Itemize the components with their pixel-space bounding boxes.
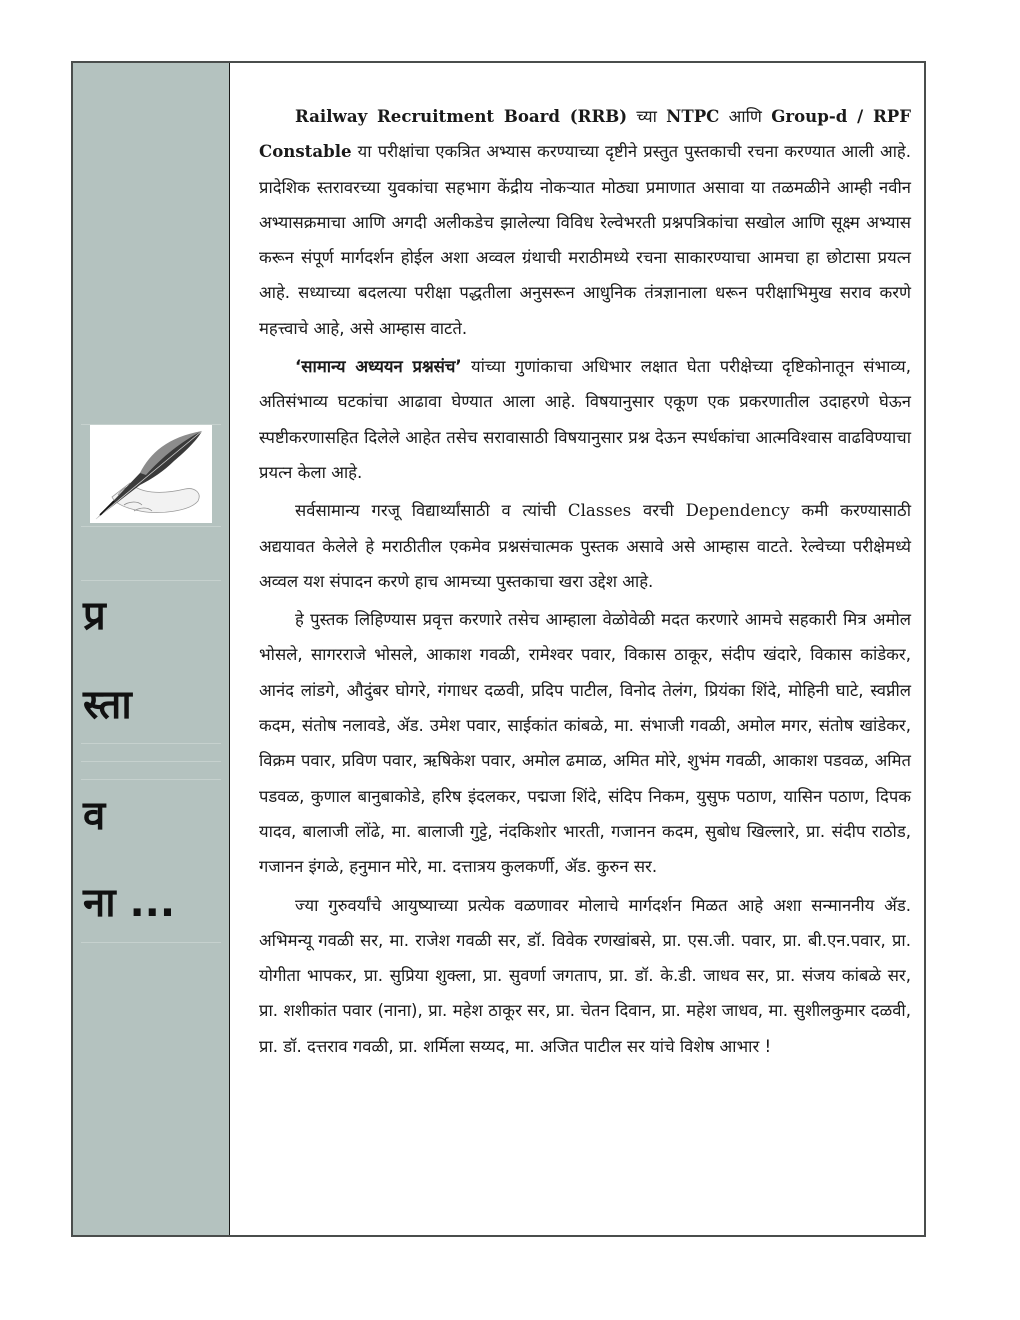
separator-line — [81, 779, 221, 780]
separator-line — [81, 526, 221, 527]
separator-line — [81, 580, 221, 581]
bold-text: NTPC — [666, 106, 720, 126]
title-letter-sta: स्ता — [83, 682, 132, 728]
text-run: च्या — [627, 107, 667, 126]
page-frame — [71, 61, 926, 1237]
side-panel — [73, 63, 230, 1235]
title-letter-va: व — [83, 793, 106, 839]
text-run: वरची — [631, 501, 686, 521]
separator-line — [81, 942, 221, 943]
text-run: आणि — [719, 107, 772, 126]
title-letter-na: ना ... — [83, 880, 176, 926]
text-run: यांच्या गुणांकाचा अधिभार लक्षात घेता परीक्षेच्या दृष्टिकोनातून संभाव्य, अतिसंभाव्य घटकांचा आढावा घेण्यात आला आहे. विषयानुसार एकूण एक प्रकरणातील उदाहरणे घेऊन स्पष्टीकरणासहित दिलेले आहेत तसेच सरावासाठी विषयानुसार प्रश्न देऊन स्पर्धकांचा आत्मविश्वास वाढविण्याचा प्रयत्न केला आहे. — [259, 357, 911, 482]
text-run: सर्वसामान्य गरजू विद्यार्थ्यांसाठी व त्यांची — [295, 501, 568, 521]
text-run: Dependency — [685, 501, 790, 521]
paragraph-purpose — [259, 493, 911, 599]
text-run: कमी करण्यासाठी अद्ययावत केलेले हे मराठीतील एकमेव प्रश्नसंचात्मक पुस्तक असावे असे आम्हास वाटते. रेल्वेच्या परीक्षेमध्ये अव्वल यश संपादन करणे हाच आमच्या पुस्तकाचा खरा उद्देश आहे. — [259, 501, 911, 591]
paragraph-question-set — [259, 349, 911, 490]
separator-line — [81, 761, 221, 762]
quill-illustration — [90, 425, 212, 523]
separator-line — [81, 743, 221, 744]
text-run: या परीक्षांचा एकत्रित अभ्यास करण्याच्या दृष्टीने प्रस्तुत पुस्तकाची रचना करण्यात आली आहे. प्रादेशिक स्तरावरच्या युवकांचा सहभाग केंद्रीय नोकऱ्यात मोठ्या प्रमाणात असावा या तळमळीने आम्ही नवीन अभ्यासक्रमाचा आणि अगदी अलीकडेच झालेल्या विविध रेल्वेभरती प्रश्नपत्रिकांचा सखोल आणि सूक्ष्म अभ्यास करून संपूर्ण मार्गदर्शन होईल अशा अव्वल ग्रंथाची मराठीमध्ये रचना साकारण्याचा आमचा हा छोटासा प्रयत्न आहे. सध्याच्या बदलत्या परीक्षा पद्धतीला अनुसरून आधुनिक तंत्रज्ञानाला धरून परीक्षाभिमुख सराव करणे महत्त्वाचे आहे, असे आम्हास वाटते. — [259, 142, 911, 338]
text-run: Classes — [567, 501, 632, 521]
title-letter-pra: प्र — [83, 593, 106, 639]
paragraph-mentors-thanks: ज्या गुरुवर्यांचे आयुष्याच्या प्रत्येक वळणावर मोलाचे मार्गदर्शन मिळत आहे अशा सन्माननीय ॲड. अभिमन्यू गवळी सर, मा. राजेश गवळी सर, डॉ. विवेक रणखांबसे, प्रा. एस.जी. पवार, प्रा. बी.एन.पवार, प्रा. योगीता भापकर, प्रा. सुप्रिया शुक्ला, प्रा. सुवर्णा जगताप, प्रा. डॉ. के.डी. जाधव सर, प्रा. संजय कांबळे सर, प्रा. शशीकांत पवार (नाना), प्रा. महेश ठाकूर सर, प्रा. चेतन दिवान, प्रा. महेश जाधव, मा. सुशीलकुमार दळवी, प्रा. डॉ. दत्तराव गवळी, प्रा. शर्मिला सय्यद, मा. अजित पाटील सर यांचे विशेष आभार ! — [259, 895, 911, 1056]
bold-text: Railway Recruitment Board (RRB) — [295, 106, 628, 126]
bold-text: Group-d / RPF Constable — [259, 106, 911, 162]
preface-body — [259, 99, 911, 1067]
book-title-emphasis: ‘सामान्य अध्ययन प्रश्नसंच’ — [295, 357, 462, 377]
quill-pen-icon — [90, 425, 212, 523]
paragraph-intro — [259, 99, 911, 346]
paragraph-friends-thanks: हे पुस्तक लिहिण्यास प्रवृत्त करणारे तसेच आम्हाला वेळोवेळी मदत करणारे आमचे सहकारी मित्र अमोल भोसले, सागरराजे भोसले, आकाश गवळी, रामेश्वर पवार, विकास ठाकूर, संदीप खंदारे, विकास कांडेकर, आनंद लांडगे, औदुंबर घोगरे, गंगाधर दळवी, प्रदिप पाटील, विनोद तेलंग, प्रियंका शिंदे, मोहिनी घाटे, स्वप्नील कदम, संतोष नलावडे, ॲड. उमेश पवार, साईकांत कांबळे, मा. संभाजी गवळी, अमोल मगर, संतोष खांडेकर, विक्रम पवार, प्रविण पवार, ऋषिकेश पवार, अमोल ढमाळ, अमित मोरे, शुभंम गवळी, आकाश पडवळ, अमित पडवळ, कुणाल बानुबाकोडे, हरिष इंदलकर, पद्मजा शिंदे, संदिप निकम, युसुफ पठाण, यासिन पठाण, दिपक यादव, बालाजी लोंढे, मा. बालाजी गुट्टे, नंदकिशोर भारती, गजानन कदम, सुबोध खिल्लारे, प्रा. संदीप राठोड, गजानन इंगळे, हनुमान मोरे, मा. दत्तात्रय कुलकर्णी, ॲड. कुरुन सर. — [259, 610, 911, 877]
